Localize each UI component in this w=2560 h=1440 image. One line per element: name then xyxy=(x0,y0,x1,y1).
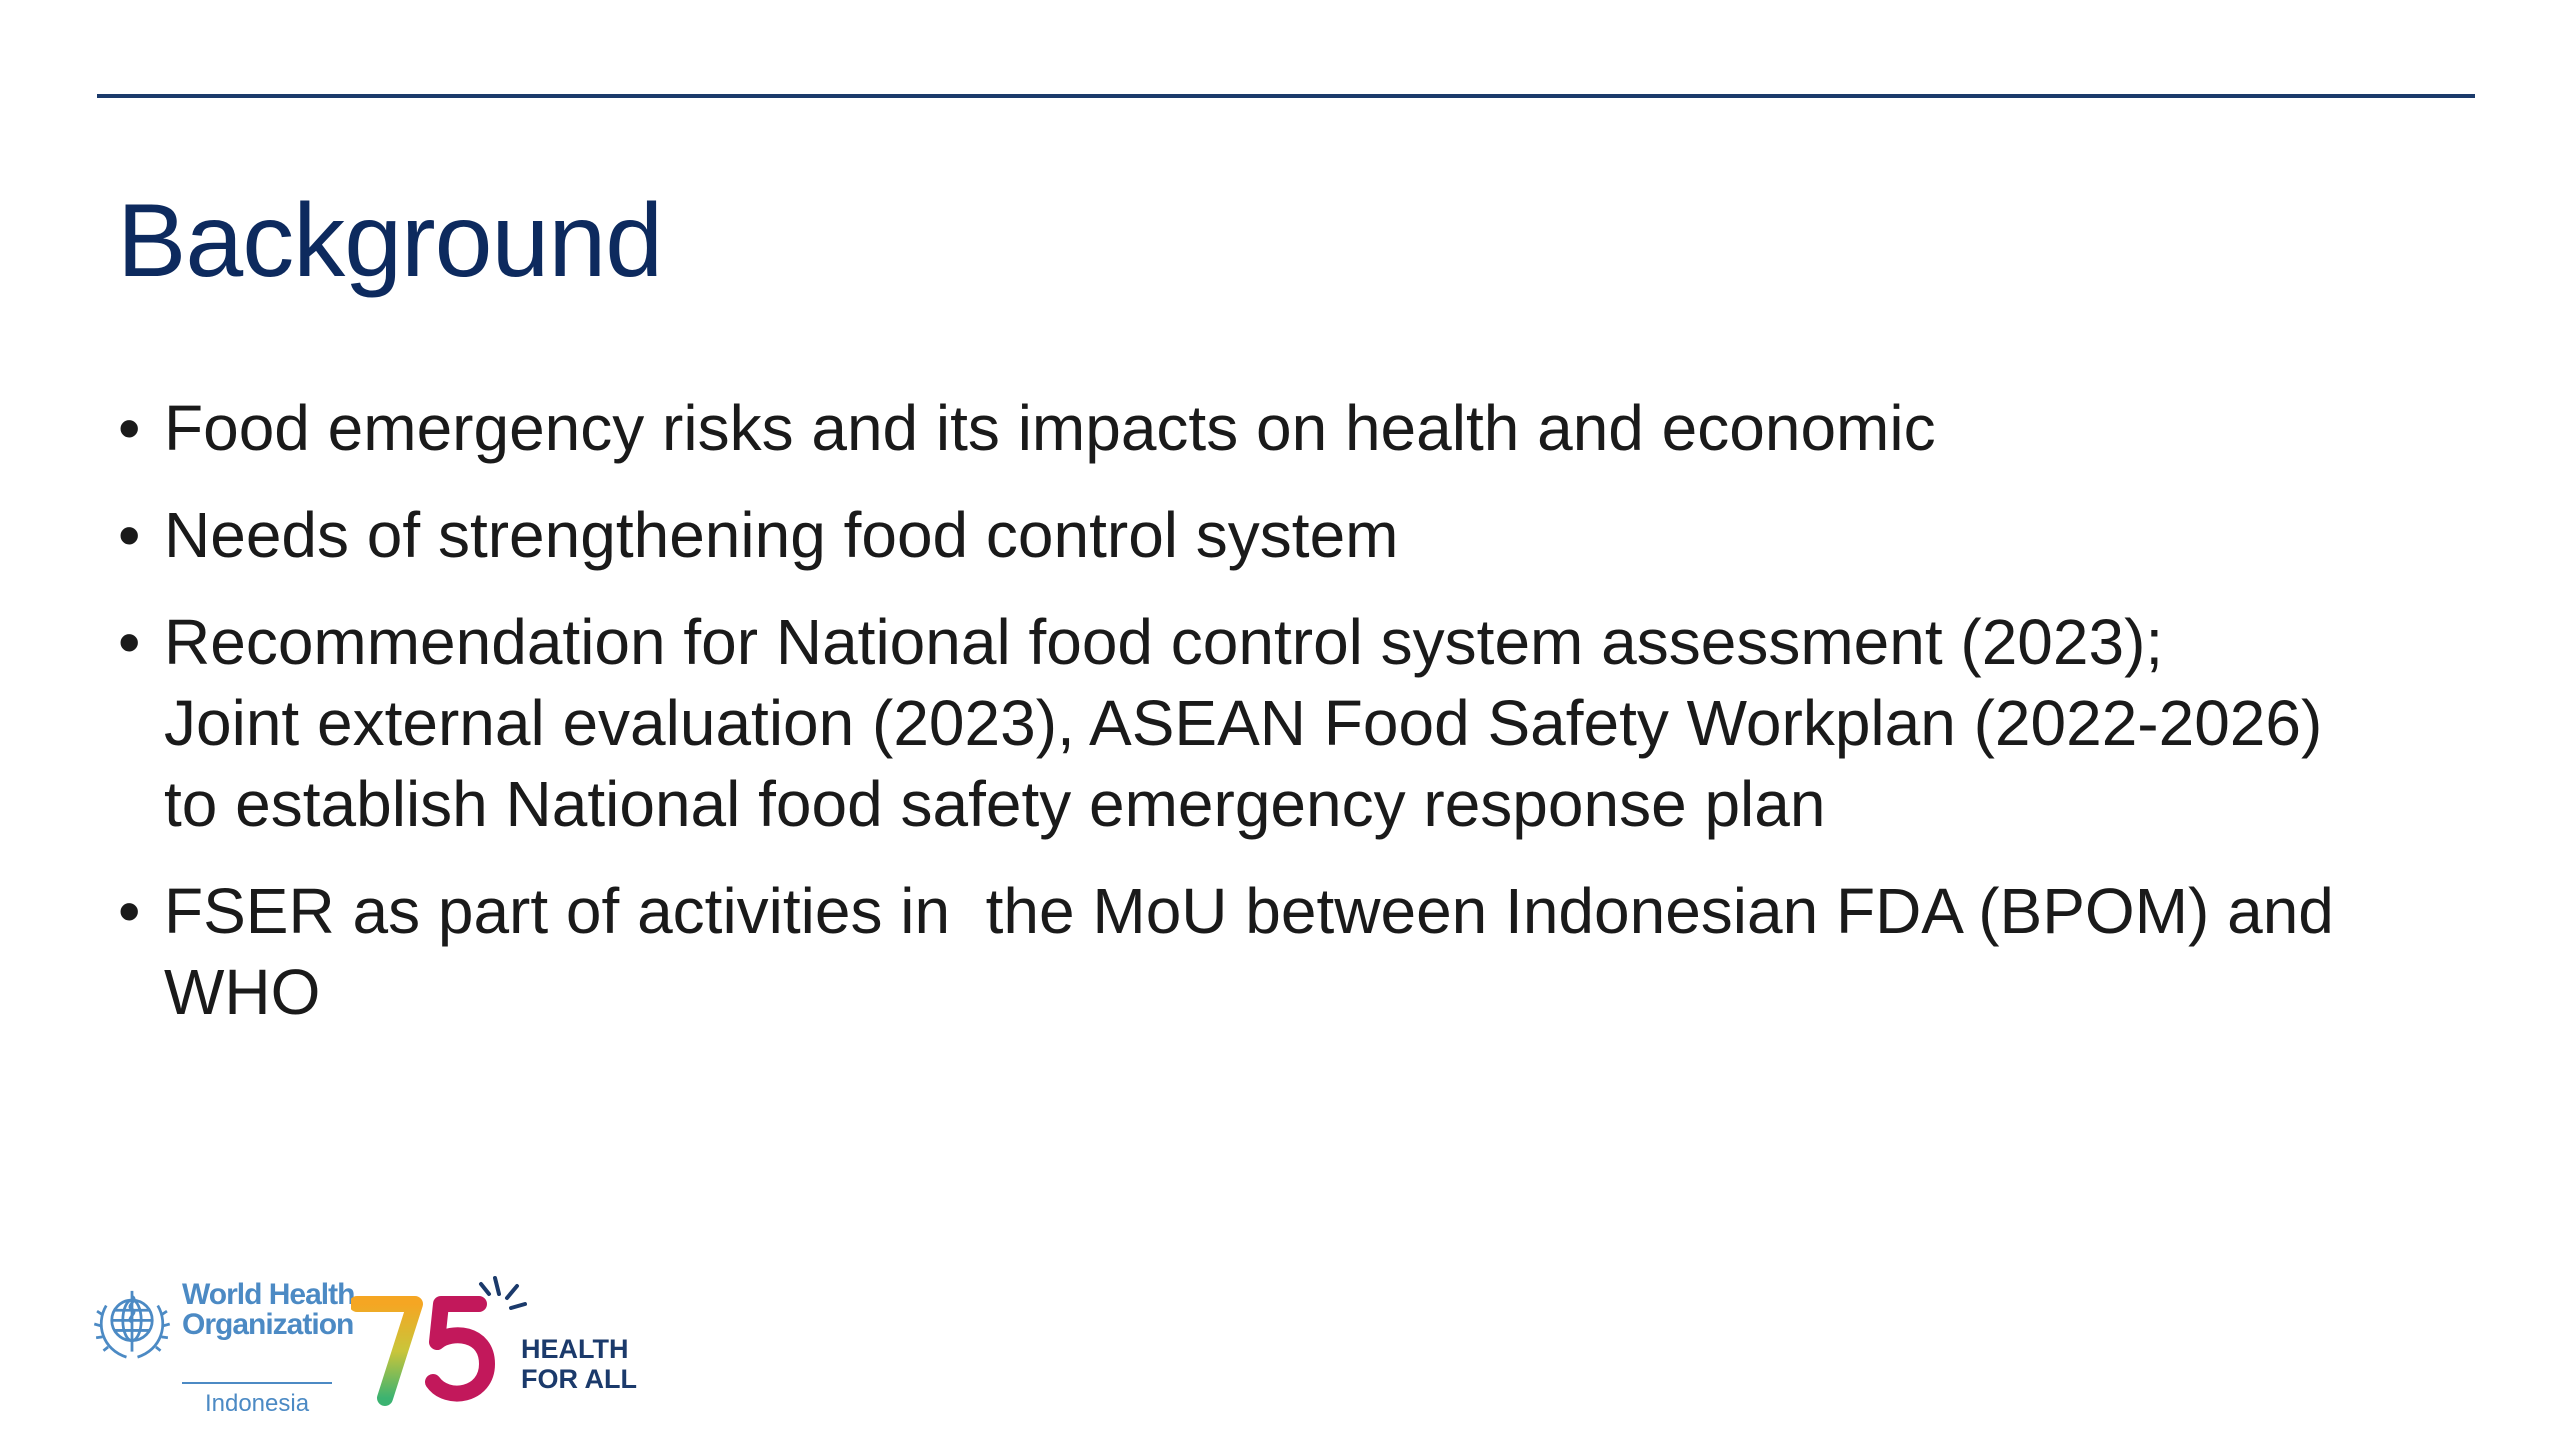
top-divider xyxy=(97,94,2475,98)
who-line-1: World Health xyxy=(182,1278,355,1311)
sparkle-icon xyxy=(481,1278,525,1308)
slide-title: Background xyxy=(117,183,663,299)
five-glyph xyxy=(433,1304,487,1394)
who-emblem-icon xyxy=(86,1278,178,1370)
bullet-text: Recommendation for National food control system assessment (2023); Joint external evaluation (2023), ASEAN Food Safety Workplan (2022-2026) to establish National food safety emergency response plan xyxy=(164,606,2323,840)
hfa-line-2: FOR ALL xyxy=(521,1364,637,1394)
bullet-item xyxy=(112,495,2512,576)
bullet-marker: • xyxy=(118,392,141,464)
bullet-text: Food emergency risks and its impacts on health and economic xyxy=(164,392,1936,464)
bullet-text: Needs of strengthening food control system xyxy=(164,499,1399,571)
hfa-line-1: HEALTH xyxy=(521,1334,629,1364)
bullet-text: FSER as part of activities in the MoU between Indonesian FDA (BPOM) and WHO xyxy=(164,875,2334,1028)
who-country: Indonesia xyxy=(204,1390,310,1417)
bullet-marker: • xyxy=(118,499,141,571)
who-wordmark xyxy=(182,1280,354,1340)
bullet-item xyxy=(112,602,2512,845)
footer-logos xyxy=(86,1270,726,1420)
bullet-item xyxy=(112,871,2512,1033)
bullet-marker: • xyxy=(118,606,141,678)
bullet-marker: • xyxy=(118,875,141,947)
health-for-all-tagline xyxy=(521,1334,637,1394)
who-line-2: Organization xyxy=(182,1308,354,1341)
bullet-list xyxy=(112,388,2512,1059)
bullet-item xyxy=(112,388,2512,469)
who-divider xyxy=(182,1382,332,1384)
seven-glyph xyxy=(357,1304,415,1398)
